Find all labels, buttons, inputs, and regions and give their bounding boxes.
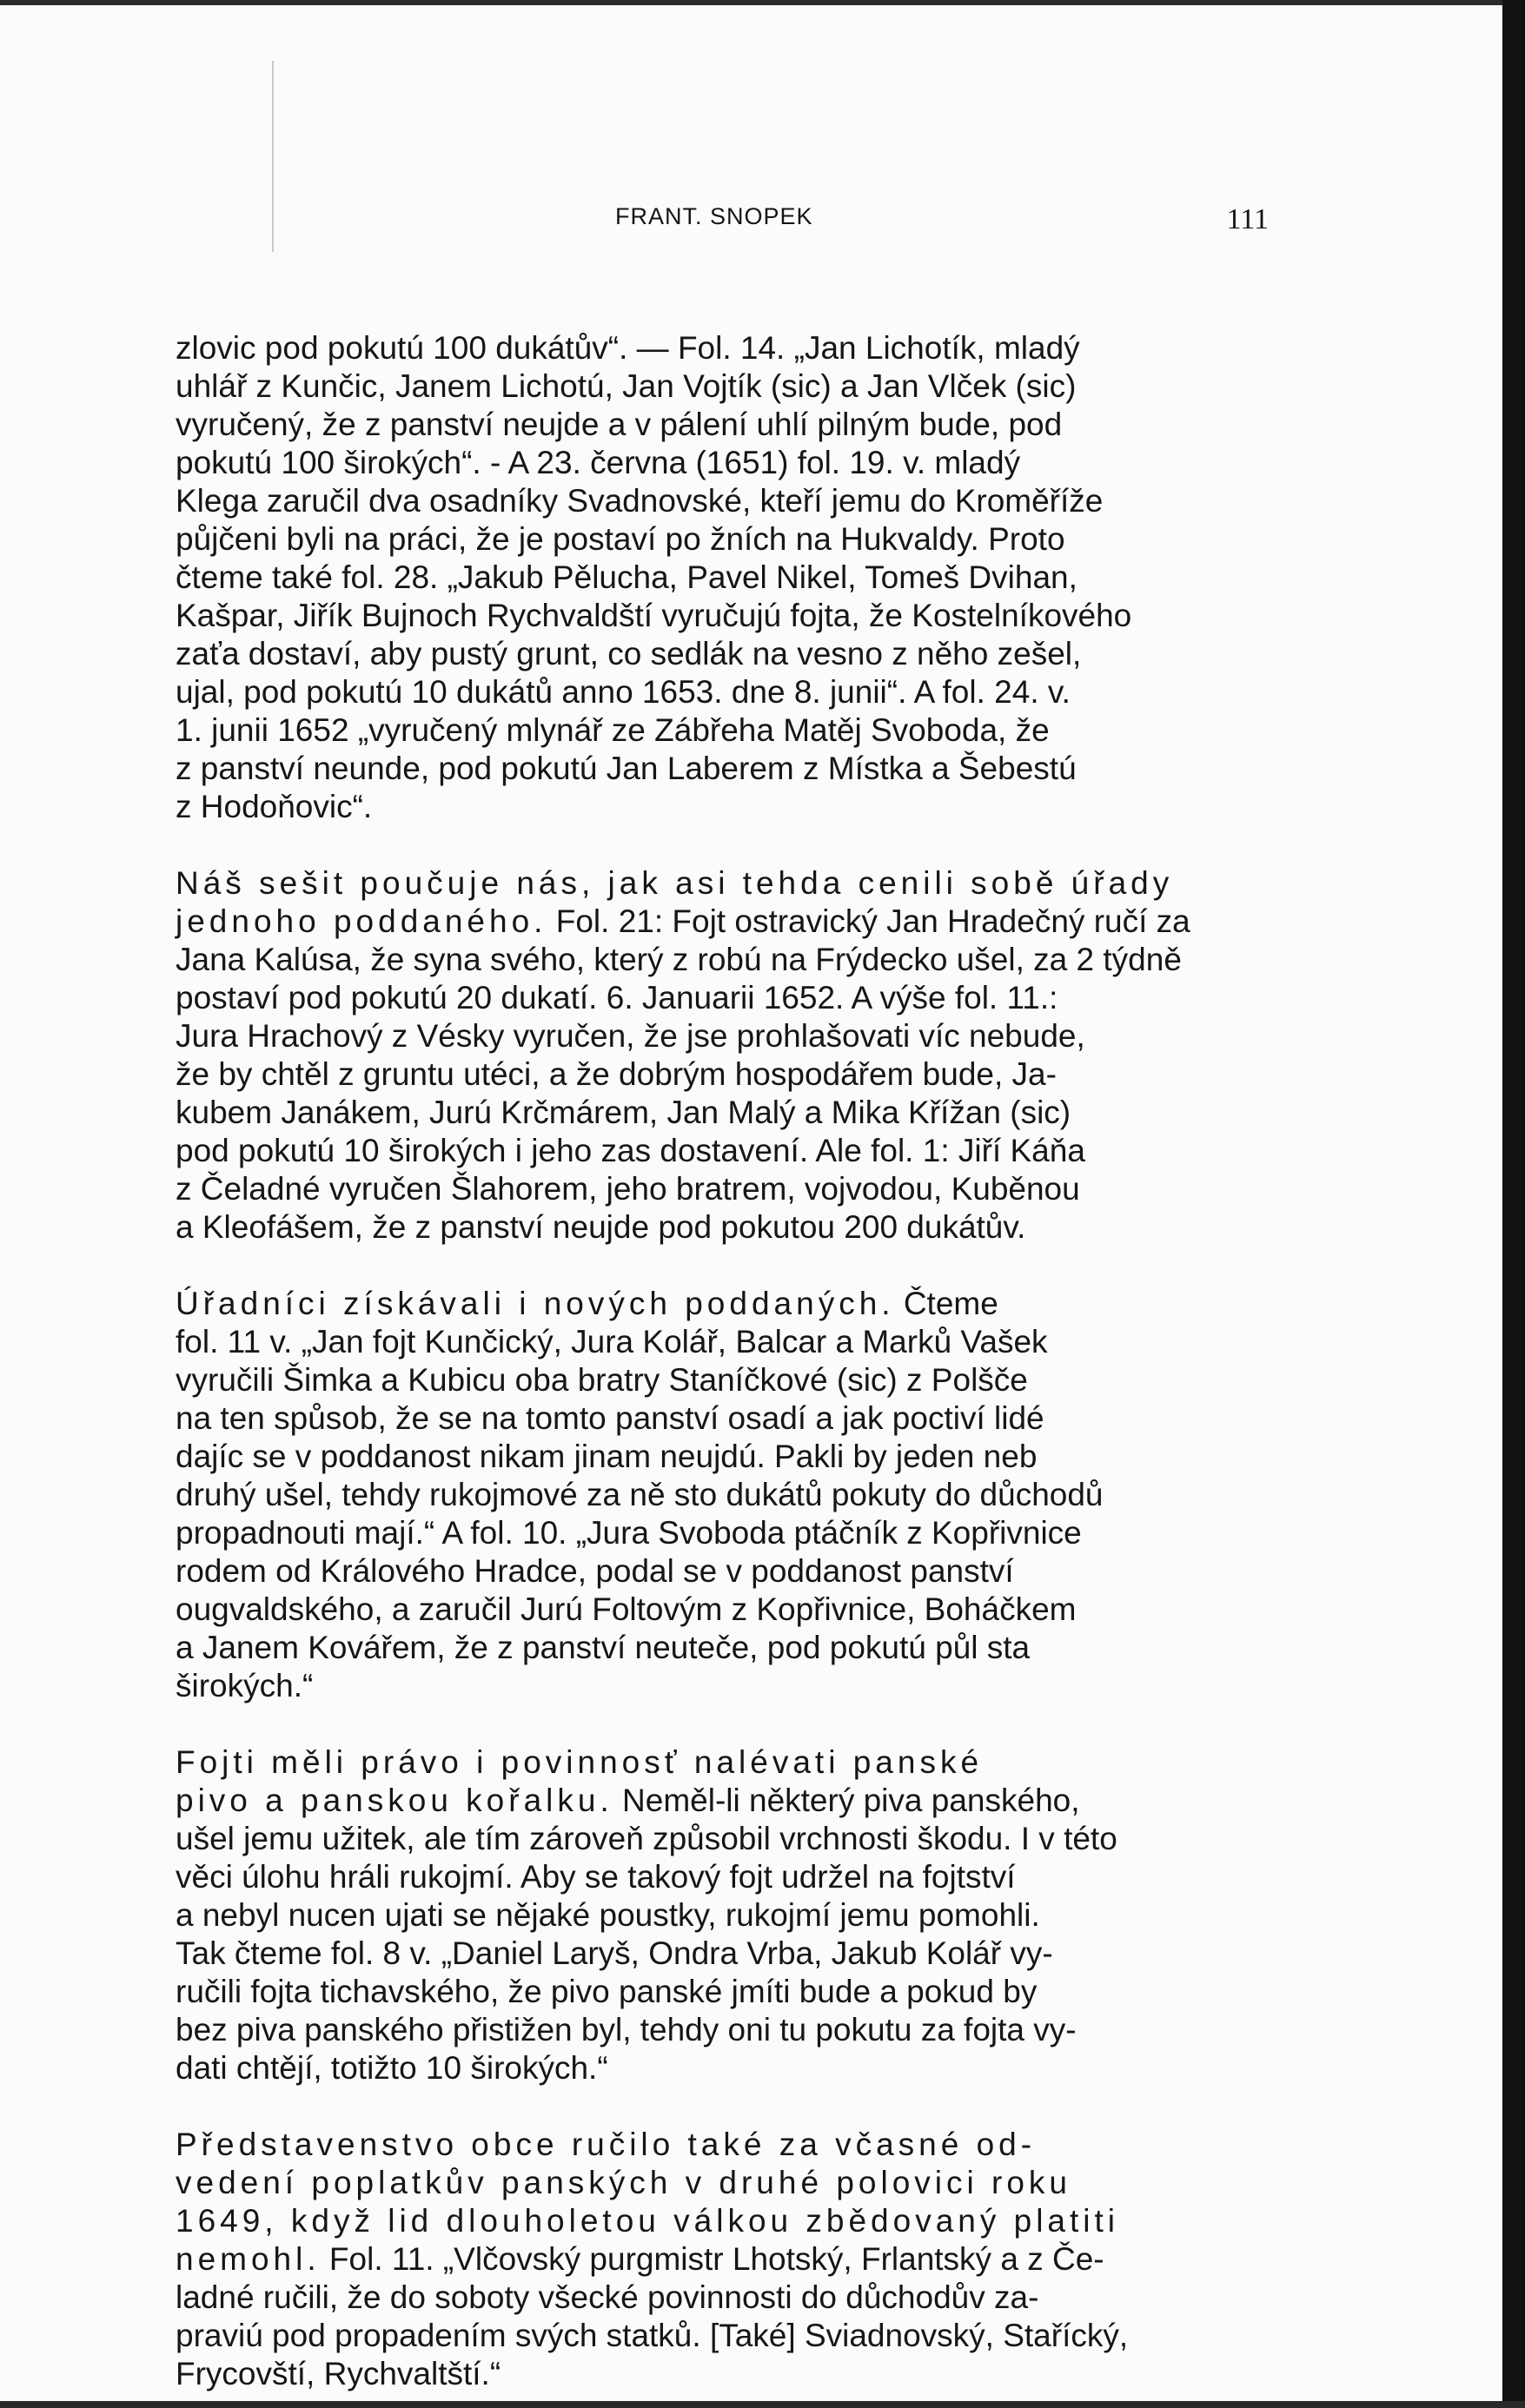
page-number: 111 <box>1226 203 1269 235</box>
paragraph-3 <box>176 1247 1272 1705</box>
page-header <box>174 198 1269 241</box>
paragraph-4-lead: Fojti měli právo i povinnosť nalévati panské pivo a panskou kořalku. <box>176 1744 984 1818</box>
paragraph-4-text: Neměl-li některý piva panského, ušel jemu užitek, ale tím zároveň způsobil vrchnosti škodu. I v této věci úlohu hráli rukojmí. Aby se takový fojt udržel na fojtství a nebyl nucen ujati se nějaké poustky, rukojmí jemu pomohli. Tak čteme fol. 8 v. „Daniel Laryš, Ondra Vrba, Jakub Kolář vy- ručili fojta tichavského, že pivo panské jmíti bude a pokud by bez piva panského přistižen byl, tehdy oni tu pokutu za fojta vy- dati chtějí, totižto 10 širokých.“ <box>176 1783 1117 2086</box>
paragraph-3-lead: Úřadníci získávali i nových poddaných. <box>176 1286 895 1321</box>
paragraph-4 <box>176 1705 1272 2087</box>
paragraph-3-text: Čteme fol. 11 v. „Jan fojt Kunčický, Jura Kolář, Balcar a Marků Vašek vyručili Šimka a Kubicu oba bratry Staníčkové (sic) z Polšče na ten spůsob, že se na tomto panství osadí a jak poctiví lidé dajíc se v poddanost nikam jinam neujdú. Pakli by jeden neb druhý ušel, tehdy rukojmové za ně sto dukátů pokuty do důchodů propadnouti mají.“ A fol. 10. „Jura Svoboda ptáčník z Kopřivnice rodem od Králového Hradce, podal se v poddanost panství ougvaldského, a zaručil Jurú Foltovým z Kopřivnice, Boháčkem a Janem Kovářem, že z panství neuteče, pod pokutú půl sta širokých.“ <box>176 1286 1104 1703</box>
paragraph-2 <box>176 826 1272 1247</box>
scan-edge-top <box>0 0 1525 5</box>
paragraph-5 <box>176 2087 1272 2393</box>
paragraph-2-lead: Náš sešit poučuje nás, jak asi tehda cenili sobě úřady jednoho poddaného. <box>176 865 1174 939</box>
scan-edge-bottom <box>0 2401 1525 2408</box>
running-head: FRANT. SNOPEK <box>615 203 813 229</box>
paragraph-1 <box>176 291 1272 826</box>
paragraph-5-text: Fol. 11. „Vlčovský purgmistr Lhotský, Frlantský a z Če- ladné ručili, že do soboty všecké povinnosti do důchodův za- praviú pod propadením svých statků. [Také] Sviadnovský, Stařícký, Frycovští, Rychvaltští.“ <box>176 2241 1129 2391</box>
paragraph-5-lead: Představenstvo obce ručilo také za včasné od- vedení poplatkův panských v druhé polovici roku 1649, když lid dlouholetou válkou zbědovaný platiti nemohl. <box>176 2127 1120 2277</box>
scan-edge-right <box>1502 0 1525 2408</box>
body-text <box>176 291 1272 2391</box>
paragraph-2-text: Fol. 21: Fojt ostravický Jan Hradečný ručí za Jana Kalúsa, že syna svého, který z robú na Frýdecko ušel, za 2 týdně postaví pod pokutú 20 dukatí. 6. Januarii 1652. A výše fol. 11.: Jura Hrachový z Vésky vyručen, že jse prohlašovati víc nebude, že by chtěl z gruntu utéci, a že dobrým hospodářem bude, Ja- kubem Janákem, Jurú Krčmárem, Jan Malý a Mika Křížan (sic) pod pokutú 10 širokých i jeho zas dostavení. Ale fol. 1: Jiří Káňa z Čeladné vyručen Šlahorem, jeho bratrem, vojvodou, Kuběnou a Kleofášem, že z panství neujde pod pokutou 200 dukátův. <box>176 903 1190 1245</box>
paragraph-1-text: zlovic pod pokutú 100 dukátův“. — Fol. 14. „Jan Lichotík, mladý uhlář z Kunčic, Janem Lichotú, Jan Vojtík (sic) a Jan Vlček (sic) vyručený, že z panství neujde a v pálení uhlí pilným bude, pod pokutú 100 širokých“. - A 23. června (1651) fol. 19. v. mladý Klega zaručil dva osadníky Svadnovské, kteří jemu do Kroměříže půjčeni byli na práci, že je postaví po žních na Hukvaldy. Proto čteme také fol. 28. „Jakub Pělucha, Pavel Nikel, Tomeš Dvihan, Kašpar, Jiřík Bujnoch Rychvaldští vyručujú fojta, že Kostelníkového zaťa dostaví, aby pustý grunt, co sedlák na vesno z něho zešel, ujal, pod pokutú 10 dukátů anno 1653. dne 8. junii“. A fol. 24. v. 1. junii 1652 „vyručený mlynář ze Zábřeha Matěj Svoboda, že z panství neunde, pod pokutú Jan Laberem z Místka a Šebestú z Hodoňovic“. <box>176 330 1132 824</box>
